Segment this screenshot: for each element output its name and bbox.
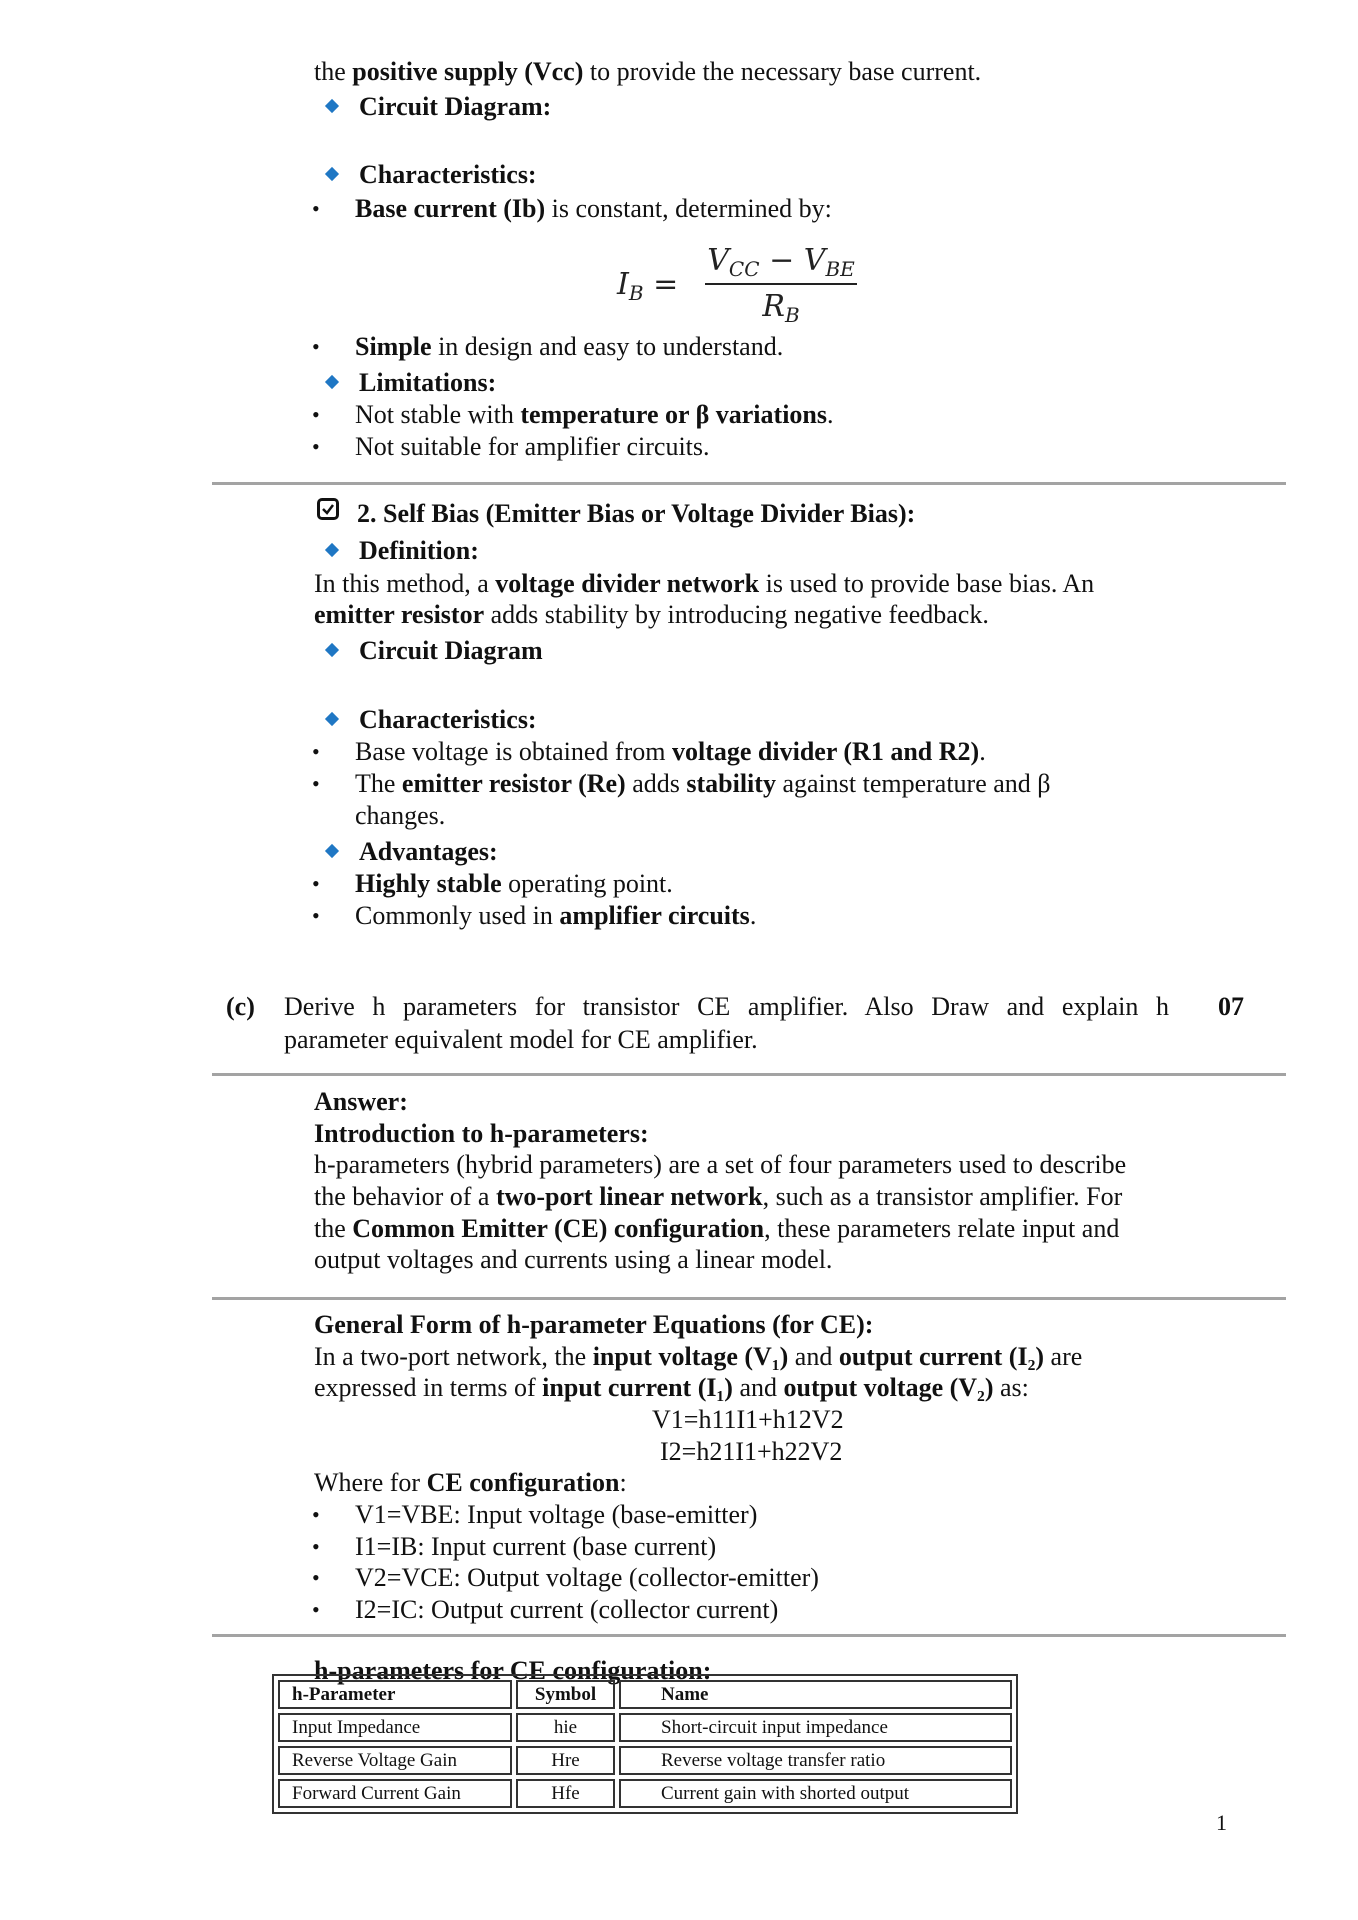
equation-i2: I2=h21I1+h22V2 (660, 1437, 843, 1466)
bullet-icon: • (312, 402, 320, 427)
list-item: V1=VBE: Input voltage (base-emitter) (355, 1500, 758, 1529)
intro-line: the positive supply (Vcc) to provide the necessary base current. (314, 57, 982, 86)
h-parameter-table (272, 1674, 1018, 1814)
question-text-line1: Derive h parameters for transistor CE amplifier. Also Draw and explain h (284, 992, 1169, 1021)
bullet-icon: • (312, 1502, 320, 1527)
list-item: Highly stable operating point. (355, 869, 673, 898)
advantages-heading: Advantages: (359, 837, 498, 866)
definition-line: emitter resistor adds stability by introducing negative feedback. (314, 600, 989, 629)
table-cell: Short-circuit input impedance (619, 1713, 1012, 1742)
bullet-icon: • (312, 434, 320, 459)
paragraph-line: In a two-port network, the input voltage (V₁) and output current (I₂) are (314, 1342, 1083, 1371)
page-number: 1 (1216, 1810, 1227, 1835)
paragraph-line: h-parameters (hybrid parameters) are a set of four parameters used to describe (314, 1150, 1127, 1179)
diamond-bullet-icon (325, 167, 339, 181)
diamond-bullet-icon (325, 543, 339, 557)
list-item: I2=IC: Output current (collector current) (355, 1595, 779, 1624)
table-row (278, 1746, 1012, 1775)
definition-heading: Definition: (359, 536, 479, 565)
intro-heading: Introduction to h-parameters: (314, 1119, 649, 1148)
section-divider (212, 482, 1286, 485)
table-cell: Forward Current Gain (278, 1779, 512, 1808)
list-item: Not suitable for amplifier circuits. (355, 432, 710, 461)
circuit-diagram-heading: Circuit Diagram: (359, 92, 552, 121)
bullet-icon: • (312, 903, 320, 928)
limitations-heading: Limitations: (359, 368, 497, 397)
list-item: Not stable with temperature or β variations. (355, 400, 834, 429)
characteristics-heading: Characteristics: (359, 160, 537, 189)
paragraph-line: output voltages and currents using a linear model. (314, 1245, 833, 1274)
diamond-bullet-icon (325, 99, 339, 113)
table-cell: Input Impedance (278, 1713, 512, 1742)
question-marks: 07 (1218, 992, 1244, 1021)
column-header: Symbol (516, 1680, 615, 1709)
bullet-icon: • (312, 771, 320, 796)
list-item: V2=VCE: Output voltage (collector-emitter) (355, 1563, 819, 1592)
circuit-diagram-heading: Circuit Diagram (359, 636, 543, 665)
bullet-icon: • (312, 334, 320, 359)
paragraph-line: the behavior of a two-port linear network, such as a transistor amplifier. For (314, 1182, 1123, 1211)
table-header-row (278, 1680, 1012, 1709)
self-bias-title: 2. Self Bias (Emitter Bias or Voltage Divider Bias): (357, 499, 916, 528)
bullet-icon: • (312, 1565, 320, 1590)
paragraph-line: the Common Emitter (CE) configuration, these parameters relate input and (314, 1214, 1120, 1243)
question-text-line2: parameter equivalent model for CE amplifier. (284, 1025, 758, 1054)
bullet-icon: • (312, 739, 320, 764)
column-header: h-Parameter (278, 1680, 512, 1709)
diamond-bullet-icon (325, 844, 339, 858)
where-line: Where for CE configuration: (314, 1468, 627, 1497)
section-divider (212, 1297, 1286, 1300)
list-item: Base current (Ib) is constant, determined by: (355, 194, 832, 223)
bullet-icon: • (312, 1534, 320, 1559)
list-item: I1=IB: Input current (base current) (355, 1532, 717, 1561)
table-cell: Reverse Voltage Gain (278, 1746, 512, 1775)
diamond-bullet-icon (325, 643, 339, 657)
general-form-heading: General Form of h-parameter Equations (for CE): (314, 1310, 874, 1339)
question-label: (c) (226, 992, 255, 1021)
list-item: Commonly used in amplifier circuits. (355, 901, 757, 930)
column-header: Name (619, 1680, 1012, 1709)
table-cell: Current gain with shorted output (619, 1779, 1012, 1808)
table-row (278, 1713, 1012, 1742)
checkbox-icon (317, 498, 339, 520)
table-cell: hie (516, 1713, 615, 1742)
section-divider (212, 1634, 1286, 1637)
table-heading: h-parameters for CE configuration: (314, 1656, 712, 1685)
table-cell: Hre (516, 1746, 615, 1775)
characteristics-heading: Characteristics: (359, 705, 537, 734)
answer-heading: Answer: (314, 1087, 408, 1116)
equation-v1: V1=h11I1+h12V2 (652, 1405, 844, 1434)
table-row (278, 1779, 1012, 1808)
diamond-bullet-icon (325, 375, 339, 389)
list-item: Base voltage is obtained from voltage divider (R1 and R2). (355, 737, 986, 766)
definition-line: In this method, a voltage divider network is used to provide base bias. An (314, 569, 1095, 598)
diamond-bullet-icon (325, 712, 339, 726)
list-item: The emitter resistor (Re) adds stability against temperature and β (355, 769, 1051, 798)
bullet-icon: • (312, 871, 320, 896)
bullet-icon: • (312, 1597, 320, 1622)
bullet-icon: • (312, 196, 320, 221)
table-cell: Hfe (516, 1779, 615, 1808)
paragraph-line: expressed in terms of input current (I₁) and output voltage (V₂) as: (314, 1373, 1029, 1402)
section-divider (212, 1073, 1286, 1076)
list-item: Simple in design and easy to understand. (355, 332, 784, 361)
list-item-continuation: changes. (355, 801, 446, 830)
table-cell: Reverse voltage transfer ratio (619, 1746, 1012, 1775)
